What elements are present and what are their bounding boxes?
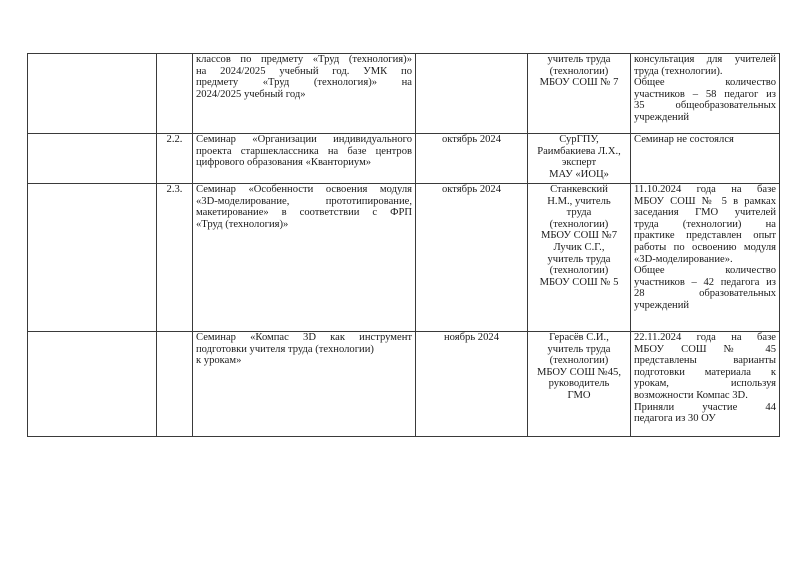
result-line: 22.11.2024 года на базе: [634, 332, 776, 343]
row-number-cell: 2.3.: [157, 184, 193, 332]
responsible-line: труда: [566, 207, 592, 219]
event-line: на 2024/2025 учебный год. УМК по: [196, 65, 412, 77]
event-line: макетирование» в соответствии с ФРП: [196, 207, 412, 219]
result-line: 11.10.2024 года на базе: [634, 184, 776, 195]
date-cell: октябрь 2024: [416, 184, 528, 332]
result-line: Общее количество: [634, 265, 776, 277]
event-cell: [193, 332, 416, 437]
result-line: возможности Компас 3D.: [634, 389, 748, 401]
responsible-line: ГМО: [567, 389, 591, 401]
responsible-line: Раимбакиева Л.Х.,: [537, 145, 621, 157]
responsible-line: руководитель: [548, 378, 610, 390]
row-number-cell: 2.2.: [157, 134, 193, 184]
responsible-cell: [528, 184, 631, 332]
event-cell: [193, 54, 416, 134]
event-line: цифрового образования «Кванториум»: [196, 157, 372, 169]
responsible-line: Н.М., учитель: [547, 195, 611, 207]
result-line: Общее количество: [634, 77, 776, 89]
result-line: учреждений: [634, 299, 690, 311]
result-cell: [631, 184, 780, 332]
row-number-cell: [157, 54, 193, 134]
event-line: к урокам»: [196, 355, 242, 367]
responsible-cell: [528, 54, 631, 134]
responsible-line: (технологии): [549, 265, 609, 277]
result-line: 35 общеобразовательных: [634, 100, 776, 112]
result-cell: [631, 54, 780, 134]
event-cell: [193, 184, 416, 332]
responsible-line: Станкевский: [550, 184, 608, 195]
event-cell: [193, 134, 416, 184]
event-line: «3D-моделирование, прототипирование,: [196, 195, 412, 207]
result-line: практике представлен опыт: [634, 230, 776, 242]
table-row: [28, 332, 780, 437]
events-table: [27, 53, 780, 437]
result-line: Приняли участие 44: [634, 401, 776, 413]
section-cell: [28, 184, 157, 332]
event-line: проекта старшеклассника на базе центров: [196, 145, 412, 157]
table-row: [28, 54, 780, 134]
date-cell: [416, 54, 528, 134]
responsible-cell: [528, 332, 631, 437]
responsible-line: учитель труда: [547, 253, 611, 265]
event-line: Семинар «Компас 3D как инструмент: [196, 332, 412, 343]
result-line: труда (технологии) на: [634, 218, 776, 230]
responsible-cell: [528, 134, 631, 184]
result-line: МБОУ СОШ № 45: [634, 343, 776, 355]
responsible-line: учитель труда: [547, 343, 611, 355]
responsible-line: СурГПУ,: [559, 134, 599, 145]
row-number-cell: [157, 332, 193, 437]
responsible-line: МАУ «ИОЦ»: [549, 168, 609, 180]
event-line: Семинар «Особенности освоения модуля: [196, 184, 412, 195]
responsible-line: Герасёв С.И.,: [549, 332, 609, 343]
result-line: представлены варианты: [634, 355, 776, 367]
section-cell: [28, 54, 157, 134]
date-cell: ноябрь 2024: [416, 332, 528, 437]
result-line: подготовки материала к: [634, 366, 776, 378]
event-line: 2024/2025 учебный год»: [196, 88, 306, 100]
result-line: работы по освоению модуля: [634, 241, 776, 253]
section-cell: [28, 134, 157, 184]
result-line: Семинар не состоялся: [634, 134, 734, 145]
result-line: педагога из 30 ОУ: [634, 413, 716, 425]
event-line: подготовки учителя труда (технологии): [196, 343, 374, 355]
result-line: МБОУ СОШ № 5 в рамках: [634, 195, 776, 207]
result-line: консультация для учителей: [634, 54, 776, 65]
event-line: «Труд (технология)»: [196, 218, 289, 230]
responsible-line: (технологии): [549, 355, 609, 367]
result-cell: [631, 332, 780, 437]
event-line: классов по предмету «Труд (технология)»: [196, 54, 412, 65]
result-line: учреждений: [634, 111, 690, 123]
responsible-line: учитель труда: [547, 54, 611, 65]
result-line: заседания ГМО учителей: [634, 207, 776, 219]
responsible-line: МБОУ СОШ № 7: [539, 77, 619, 89]
result-line: участников – 58 педагог из: [634, 88, 776, 100]
result-cell: [631, 134, 780, 184]
event-line: Семинар «Организации индивидуального: [196, 134, 412, 145]
result-line: урокам, используя: [634, 378, 776, 390]
result-line: «3D-моделирование».: [634, 253, 733, 265]
event-line: предмету «Труд (технология)» на: [196, 77, 412, 89]
responsible-line: (технологии): [549, 65, 609, 77]
table-row: [28, 134, 780, 184]
table-row: [28, 184, 780, 332]
responsible-line: (технологии): [549, 218, 609, 230]
section-cell: [28, 332, 157, 437]
result-line: участников – 42 педагога из: [634, 276, 776, 288]
responsible-line: МБОУ СОШ №7: [540, 230, 618, 242]
result-line: труда (технологии).: [634, 65, 723, 77]
responsible-line: МБОУ СОШ № 5: [539, 276, 619, 288]
responsible-line: МБОУ СОШ №45,: [536, 366, 622, 378]
date-cell: октябрь 2024: [416, 134, 528, 184]
responsible-line: Лучик С.Г.,: [553, 241, 605, 253]
responsible-line: эксперт: [561, 157, 597, 169]
result-line: 28 образовательных: [634, 288, 776, 300]
